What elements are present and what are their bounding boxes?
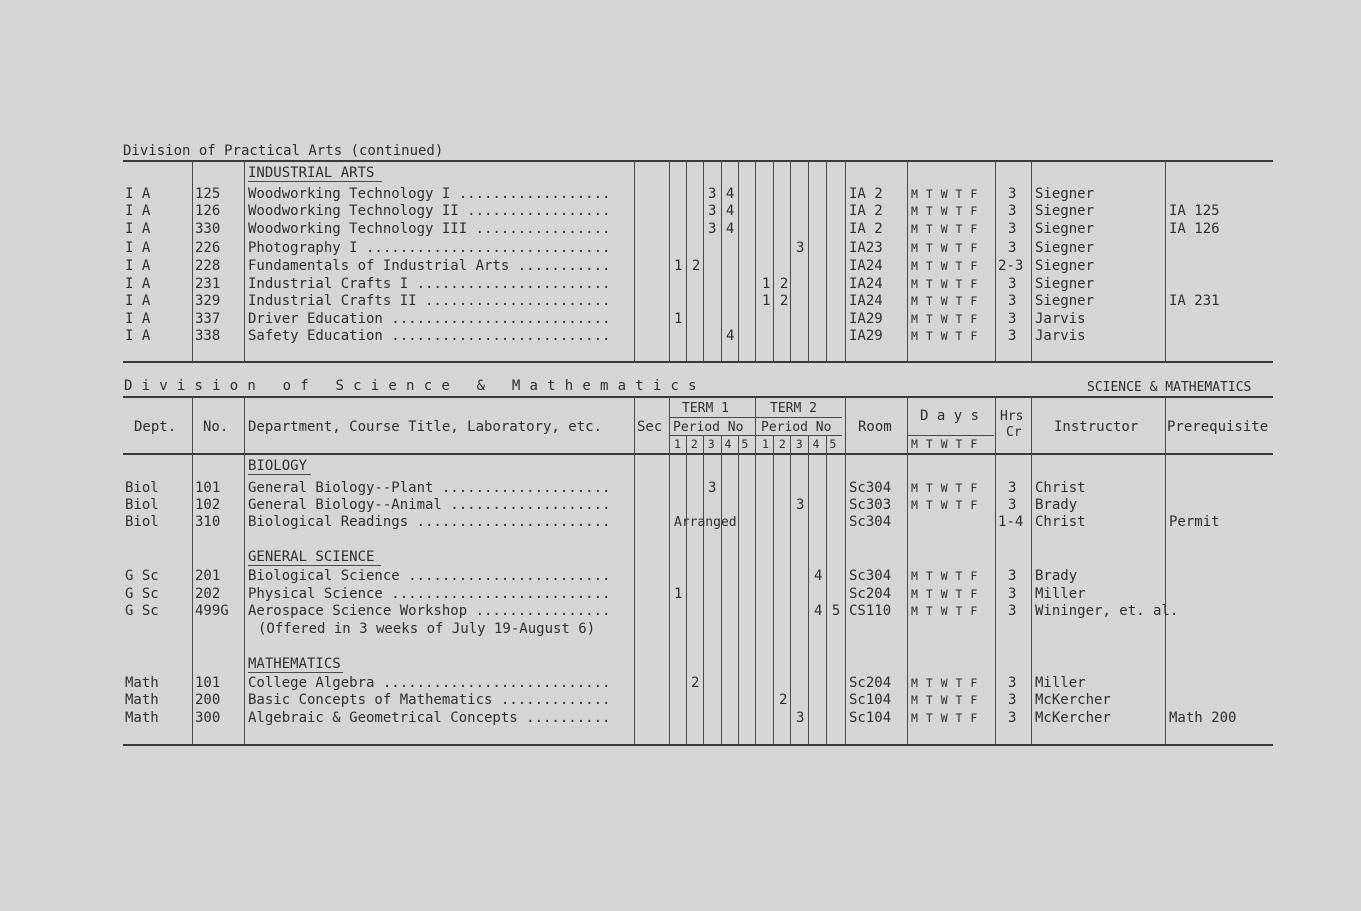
header-days-letters: M T W T F <box>911 437 978 451</box>
course-days: M T W T F <box>911 587 978 601</box>
course-days: M T W T F <box>911 498 978 512</box>
course-number: 499G <box>195 603 229 619</box>
course-hours: 3 <box>1008 586 1017 602</box>
course-number: 200 <box>195 692 221 708</box>
course-days: M T W T F <box>911 693 978 707</box>
section-industrial-arts: INDUSTRIAL ARTS <box>248 165 375 181</box>
course-title: General Biology--Animal ................... <box>248 497 611 513</box>
workshop-note: (Offered in 3 weeks of July 19-August 6) <box>258 621 596 637</box>
course-room: IA24 <box>849 293 883 309</box>
course-instructor: Miller <box>1035 675 1086 691</box>
period-t2: 3 <box>796 710 806 726</box>
table-row <box>0 603 1361 620</box>
course-title: Woodworking Technology III ................ <box>248 221 611 237</box>
course-days: M T W T F <box>911 329 978 343</box>
period-t1: 1 <box>674 586 684 602</box>
course-dept: G Sc <box>125 586 159 602</box>
course-title: Photography I ............................. <box>248 240 611 256</box>
course-title: College Algebra ........................... <box>248 675 611 691</box>
course-prerequisite: IA 125 <box>1169 203 1220 219</box>
course-number: 228 <box>195 258 221 274</box>
course-days: M T W T F <box>911 604 978 618</box>
course-number: 202 <box>195 586 221 602</box>
course-instructor: Christ <box>1035 480 1086 496</box>
table-row <box>0 221 1361 238</box>
course-instructor: McKercher <box>1035 710 1111 726</box>
course-days: M T W T F <box>911 204 978 218</box>
rule <box>123 453 1273 455</box>
course-days: M T W T F <box>911 312 978 326</box>
rule <box>123 396 1273 398</box>
course-instructor: Siegner <box>1035 276 1095 292</box>
course-room: Sc304 <box>849 514 892 530</box>
course-room: Sc204 <box>849 675 892 691</box>
course-instructor: Wininger, et. al. <box>1035 603 1179 619</box>
header-dept: Dept. <box>134 419 177 435</box>
header-periods-t1: 1 2 3 4 5 <box>674 437 749 451</box>
period-t2: 3 <box>796 240 806 256</box>
table-row <box>0 568 1361 585</box>
course-dept: Biol <box>125 514 159 530</box>
header-title: Department, Course Title, Laboratory, etc. <box>248 419 603 435</box>
period-t1: 1 2 <box>674 258 702 274</box>
course-number: 102 <box>195 497 221 513</box>
table-row <box>0 675 1361 692</box>
table-row <box>0 586 1361 603</box>
course-instructor: Siegner <box>1035 293 1095 309</box>
period-t2: 2 <box>779 692 789 708</box>
course-number: 329 <box>195 293 221 309</box>
section-underline <box>248 474 311 475</box>
course-title: Safety Education .......................... <box>248 328 611 344</box>
course-dept: I A <box>125 311 151 327</box>
period-t2: 4 <box>814 568 824 584</box>
table-row <box>0 186 1361 203</box>
header-sec: Sec <box>637 419 663 435</box>
course-title: Woodworking Technology II ................. <box>248 203 611 219</box>
table-row <box>0 311 1361 328</box>
course-room: Sc304 <box>849 568 892 584</box>
header-prerequisite: Prerequisite <box>1167 419 1269 435</box>
course-hours: 3 <box>1008 203 1017 219</box>
period-t1: 4 <box>726 328 736 344</box>
course-prerequisite: IA 126 <box>1169 221 1220 237</box>
course-days: M T W T F <box>911 481 978 495</box>
course-prerequisite: Math 200 <box>1169 710 1237 726</box>
course-room: IA24 <box>849 276 883 292</box>
course-days: M T W T F <box>911 711 978 725</box>
section-mathematics: MATHEMATICS <box>248 656 341 672</box>
course-instructor: Siegner <box>1035 186 1095 202</box>
course-hours: 3 <box>1008 328 1017 344</box>
course-title: Woodworking Technology I .................. <box>248 186 611 202</box>
header-term1: TERM 1 <box>682 401 729 416</box>
course-dept: Math <box>125 692 159 708</box>
course-title: General Biology--Plant .................... <box>248 480 611 496</box>
header-term2: TERM 2 <box>770 401 817 416</box>
course-number: 338 <box>195 328 221 344</box>
course-dept: I A <box>125 328 151 344</box>
period-t1: 3 <box>708 480 718 496</box>
table-row <box>0 293 1361 310</box>
course-number: 226 <box>195 240 221 256</box>
running-head: SCIENCE & MATHEMATICS <box>1087 380 1252 395</box>
course-room: IA 2 <box>849 186 883 202</box>
table-row <box>0 203 1361 220</box>
header-days: D a y s <box>920 408 980 424</box>
course-instructor: Siegner <box>1035 221 1095 237</box>
course-room: IA24 <box>849 258 883 274</box>
table-row <box>0 514 1361 531</box>
table-row <box>0 328 1361 345</box>
course-number: 310 <box>195 514 221 530</box>
header-period1: Period No <box>673 420 744 435</box>
rule <box>123 361 1273 363</box>
course-instructor: Siegner <box>1035 258 1095 274</box>
course-number: 101 <box>195 675 221 691</box>
course-dept: I A <box>125 186 151 202</box>
course-room: IA 2 <box>849 221 883 237</box>
course-number: 125 <box>195 186 221 202</box>
table-row <box>0 710 1361 727</box>
course-hours: 3 <box>1008 568 1017 584</box>
course-days: M T W T F <box>911 241 978 255</box>
course-dept: I A <box>125 221 151 237</box>
course-hours: 3 <box>1008 311 1017 327</box>
science-division-title: Division of Science & Mathematics <box>124 378 706 394</box>
course-dept: G Sc <box>125 568 159 584</box>
course-instructor: Jarvis <box>1035 328 1086 344</box>
course-room: Sc304 <box>849 480 892 496</box>
course-dept: Math <box>125 710 159 726</box>
course-number: 330 <box>195 221 221 237</box>
course-room: Sc104 <box>849 692 892 708</box>
period-t2: 1 2 <box>762 276 790 292</box>
course-days: M T W T F <box>911 569 978 583</box>
course-instructor: Jarvis <box>1035 311 1086 327</box>
course-room: Sc204 <box>849 586 892 602</box>
period-t1: 3 4 <box>708 221 736 237</box>
header-periods-t2: 1 2 3 4 5 <box>762 437 837 451</box>
course-instructor: Siegner <box>1035 240 1095 256</box>
section-underline <box>248 181 382 182</box>
course-dept: I A <box>125 276 151 292</box>
course-number: 101 <box>195 480 221 496</box>
period-t1: Arranged <box>674 515 737 530</box>
section-underline <box>248 565 381 566</box>
course-title: Basic Concepts of Mathematics ............. <box>248 692 611 708</box>
course-dept: Biol <box>125 497 159 513</box>
course-dept: I A <box>125 258 151 274</box>
course-title: Aerospace Science Workshop ................ <box>248 603 611 619</box>
course-title: Fundamentals of Industrial Arts ........... <box>248 258 611 274</box>
course-days: M T W T F <box>911 222 978 236</box>
course-room: IA29 <box>849 311 883 327</box>
course-room: IA29 <box>849 328 883 344</box>
section-underline <box>248 672 343 673</box>
course-number: 231 <box>195 276 221 292</box>
header-no: No. <box>203 419 229 435</box>
course-room: IA 2 <box>849 203 883 219</box>
course-title: Biological Readings ....................... <box>248 514 611 530</box>
table-row <box>0 258 1361 275</box>
course-instructor: Brady <box>1035 497 1078 513</box>
course-days: M T W T F <box>911 259 978 273</box>
course-dept: Biol <box>125 480 159 496</box>
course-title: Algebraic & Geometrical Concepts .......... <box>248 710 611 726</box>
course-number: 126 <box>195 203 221 219</box>
course-hours: 3 <box>1008 692 1017 708</box>
course-dept: G Sc <box>125 603 159 619</box>
table-row <box>0 276 1361 293</box>
practical-arts-title: Division of Practical Arts (continued) <box>123 143 444 159</box>
header-room: Room <box>858 419 892 435</box>
course-instructor: Siegner <box>1035 203 1095 219</box>
course-title: Physical Science .......................... <box>248 586 611 602</box>
course-hours: 1-4 <box>998 514 1024 530</box>
course-instructor: McKercher <box>1035 692 1111 708</box>
course-prerequisite: Permit <box>1169 514 1220 530</box>
course-hours: 2-3 <box>998 258 1024 274</box>
course-title: Industrial Crafts I ....................... <box>248 276 611 292</box>
course-dept: I A <box>125 203 151 219</box>
course-hours: 3 <box>1008 710 1017 726</box>
section-biology: BIOLOGY <box>248 458 308 474</box>
rule <box>123 160 1273 162</box>
header-cr: Cr <box>1006 425 1022 440</box>
table-row <box>0 692 1361 709</box>
course-number: 201 <box>195 568 221 584</box>
course-days: M T W T F <box>911 294 978 308</box>
course-room: CS110 <box>849 603 892 619</box>
course-hours: 3 <box>1008 221 1017 237</box>
rule <box>123 744 1273 746</box>
course-hours: 3 <box>1008 497 1017 513</box>
course-hours: 3 <box>1008 480 1017 496</box>
table-row <box>0 480 1361 497</box>
course-prerequisite: IA 231 <box>1169 293 1220 309</box>
course-days: M T W T F <box>911 187 978 201</box>
course-dept: I A <box>125 293 151 309</box>
course-instructor: Miller <box>1035 586 1086 602</box>
course-title: Biological Science ........................ <box>248 568 611 584</box>
course-instructor: Christ <box>1035 514 1086 530</box>
course-hours: 3 <box>1008 276 1017 292</box>
course-room: Sc303 <box>849 497 892 513</box>
header-instructor: Instructor <box>1054 419 1139 435</box>
course-dept: I A <box>125 240 151 256</box>
course-hours: 3 <box>1008 675 1017 691</box>
course-room: IA23 <box>849 240 883 256</box>
course-hours: 3 <box>1008 186 1017 202</box>
table-row <box>0 240 1361 257</box>
course-room: Sc104 <box>849 710 892 726</box>
course-instructor: Brady <box>1035 568 1078 584</box>
course-hours: 3 <box>1008 603 1017 619</box>
header-period2: Period No <box>761 420 832 435</box>
course-days: M T W T F <box>911 277 978 291</box>
course-dept: Math <box>125 675 159 691</box>
period-t1: 1 <box>674 311 684 327</box>
course-title: Driver Education .......................... <box>248 311 611 327</box>
period-t1: 3 4 <box>708 203 736 219</box>
header-hrs: Hrs <box>1000 409 1024 424</box>
section-general-science: GENERAL SCIENCE <box>248 549 375 565</box>
table-row <box>0 497 1361 514</box>
period-t1: 2 <box>691 675 701 691</box>
period-t1: 3 4 <box>708 186 736 202</box>
course-number: 300 <box>195 710 221 726</box>
period-t2: 1 2 <box>762 293 790 309</box>
course-hours: 3 <box>1008 293 1017 309</box>
course-hours: 3 <box>1008 240 1017 256</box>
period-t2: 3 <box>796 497 806 513</box>
period-t2: 4 5 <box>814 603 842 619</box>
course-title: Industrial Crafts II ...................... <box>248 293 611 309</box>
course-number: 337 <box>195 311 221 327</box>
course-days: M T W T F <box>911 676 978 690</box>
term-underline <box>670 417 842 418</box>
